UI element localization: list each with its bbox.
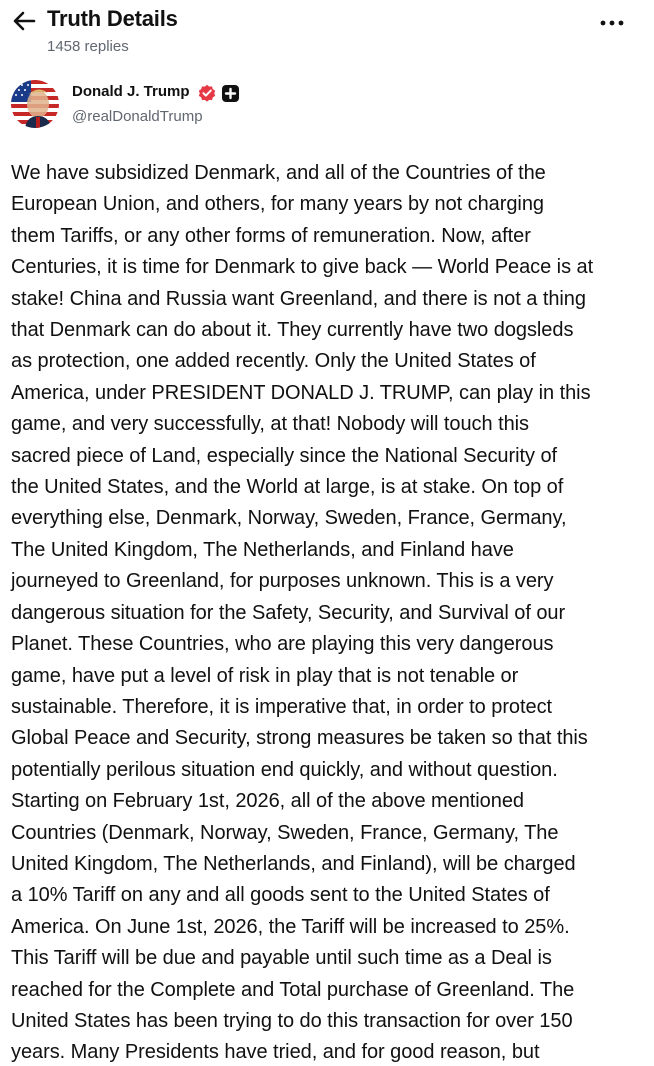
flag-portrait-avatar-icon [11,80,59,128]
verified-check-icon [198,84,216,102]
replies-count: 1458 replies [47,38,129,55]
verified-badge [198,84,216,102]
avatar[interactable] [11,80,59,128]
back-button[interactable] [10,8,40,34]
plus-icon [222,85,239,102]
post-text: We have subsidized Denmark, and all of the Countries of the European Union, and others, for many years by not charging them Tariffs, or any other forms of remuneration. Now, after Centuries, it is time for Denmark to give back — World Peace is at stake! China and Russia want Greenland, and there is not a thing that Denmark can do about it. They currently have two dogsleds as protection, one added recently. Only the United States of America, under PRESIDENT DONALD J. TRUMP, can play in this game, and very successfully, at that! Nobody will touch this sacred piece of Land, especially since the National Security of the United States, and the World at large, is at stake. On top of everything else, Denmark, Norway, Sweden, France, Germany, The United Kingdom, The Netherlands, and Finland have journeyed to Greenland, for purposes unknown. This is a very dangerous situation for the Safety, Security, and Survival of our Planet. These Countries, who are playing this very dangerous game, have put a level of risk in play that is not tenable or sustainable. Therefore, it is imperative that, in order to protect Global Peace and Security, strong measures be taken so that this potentially perilous situation end quickly, and without question. Starting on February 1st, 2026, all of the above mentioned Countries (Denmark, Norway, Sweden, France, Germany, The United Kingdom, The Netherlands, and Finland), will be charged a 10% Tariff on any and all goods sent to the United States of America. On June 1st, 2026, the Tariff will be increased to 25%. This Tariff will be due and payable until such time as a Deal is reached for the Complete and Total purchase of Greenland. The United States has been trying to do this transaction for over 150 years. Many Presidents have tried, and for good reason, but [11,162,594,1064]
more-dots-icon [600,13,624,33]
plus-member-badge [222,85,239,102]
author-name[interactable]: Donald J. Trump [72,83,190,100]
page-title: Truth Details [47,6,178,31]
author-row[interactable] [0,74,654,134]
page-header [0,0,654,66]
arrow-left-icon [10,8,40,34]
more-options-button[interactable] [600,13,624,33]
author-handle[interactable]: @realDonaldTrump [72,108,203,125]
